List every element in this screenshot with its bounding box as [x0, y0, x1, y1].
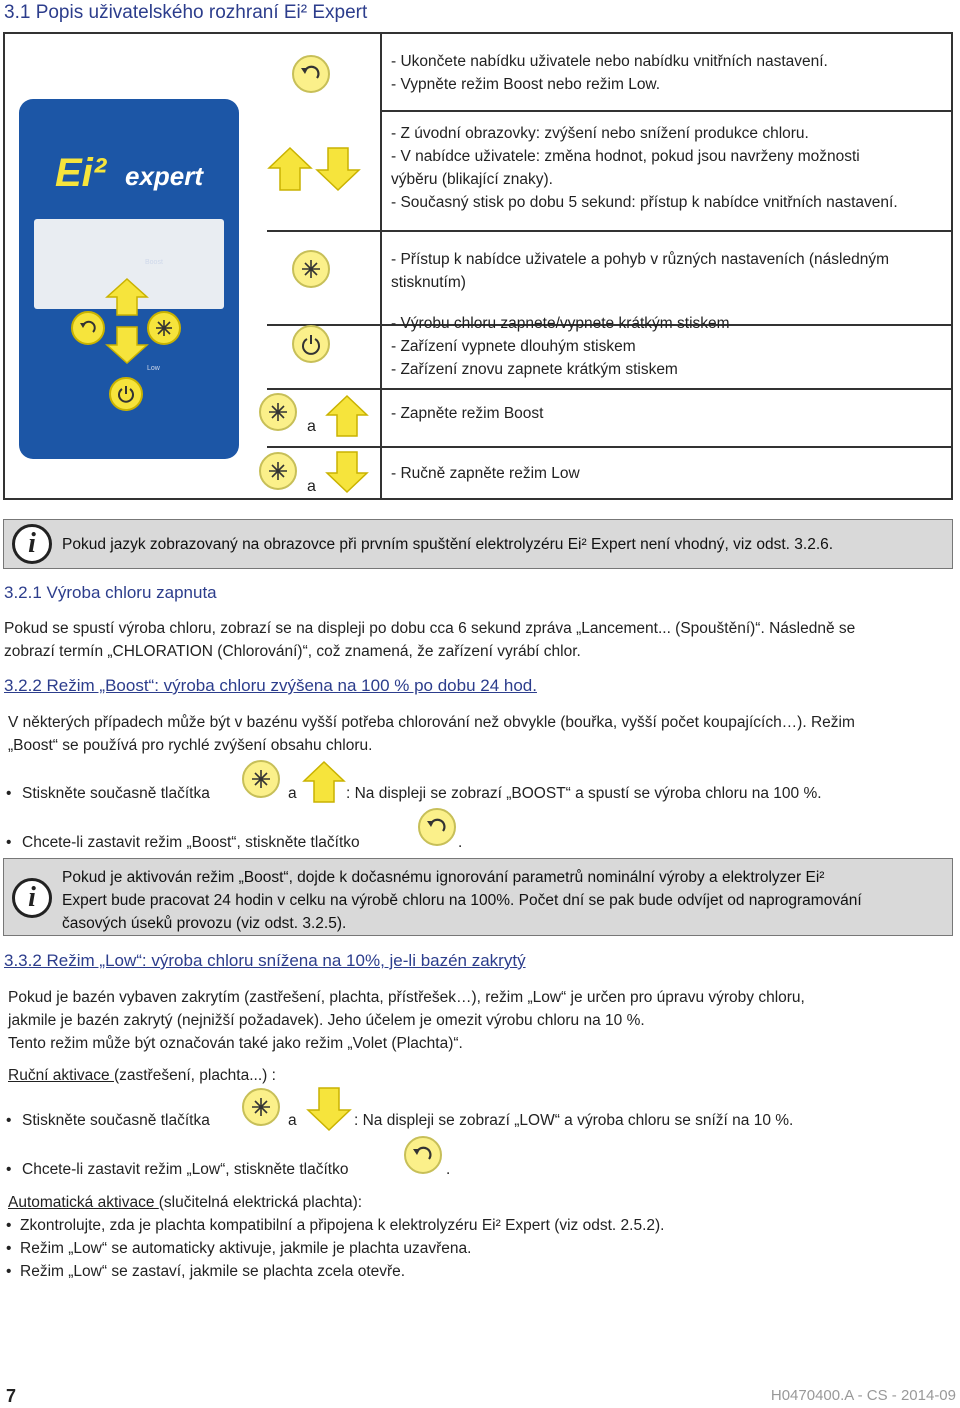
- row-divider: [380, 110, 951, 112]
- manual-activation-heading: Ruční aktivace (zastřešení, plachta...) :: [8, 1067, 276, 1084]
- row-divider: [267, 388, 951, 390]
- menu-icon: [259, 452, 297, 490]
- logo-ei: Ei²: [55, 151, 107, 195]
- panel-label-low: Low: [147, 365, 160, 372]
- panel-label-boost: Boost: [145, 259, 163, 266]
- bullet-item: •: [6, 785, 12, 802]
- row-description: - Z úvodní obrazovky: zvýšení nebo snížení produkce chloru. - V nabídce uživatele: změna hodnot, pokud jsou navrženy možnosti výběru (blikající znaky). - Současný stisk po dobu 5 sekund: přístup k nabídce vnitřních nastavení.: [391, 125, 898, 211]
- down-arrow-icon: [315, 146, 361, 192]
- row-description: - Přístup k nabídce uživatele a pohyb v různých nastaveních (následným stisknutím): [391, 251, 889, 291]
- panel-menu-button-icon: [147, 311, 181, 345]
- row-divider: [267, 230, 951, 232]
- section-heading: 3.3.2 Režim „Low“: výroba chloru snížena na 10%, je-li bazén zakrytý: [4, 951, 526, 970]
- bullet-item: •: [6, 1112, 12, 1129]
- document-code: H0470400.A - CS - 2014-09: [770, 1387, 956, 1404]
- row-description: - Ukončete nabídku uživatele nebo nabídku vnitřních nastavení. - Vypněte režim Boost nebo režim Low.: [391, 53, 828, 93]
- up-arrow-icon: [302, 760, 346, 804]
- bullet-text: Stiskněte současně tlačítka: [22, 1112, 210, 1129]
- auto-activation-list: [6, 1214, 664, 1283]
- bullet-text: .: [446, 1161, 451, 1178]
- auto-activation-heading: Automatická aktivace (slučitelná elektrická plachta):: [8, 1194, 363, 1211]
- panel-back-button-icon: [71, 311, 105, 345]
- connector-and: a: [307, 478, 316, 495]
- bullet-item: •: [6, 834, 12, 851]
- row-description: - Výrobu chloru zapnete/vypnete krátkým stiskem - Zařízení vypnete dlouhým stiskem - Zařízení znovu zapnete krátkým stiskem: [391, 315, 730, 378]
- up-arrow-icon: [325, 394, 369, 438]
- bullet-text: : Na displeji se zobrazí „LOW“ a výroba chloru se sníží na 10 %.: [354, 1112, 794, 1129]
- info-text: Pokud jazyk zobrazovaný na obrazovce při prvním spuštění elektrolyzéru Ei² Expert není vhodný, viz odst. 3.2.6.: [62, 536, 834, 553]
- info-icon: i: [12, 878, 52, 918]
- device-front-panel: [19, 99, 239, 459]
- page-number: 7: [6, 1386, 17, 1406]
- menu-icon: [242, 1088, 280, 1126]
- section-heading: 3.2.2 Režim „Boost“: výroba chloru zvýšena na 100 % po dobu 24 hod.: [4, 676, 537, 695]
- paragraph: Pokud se spustí výroba chloru, zobrazí se na displeji po dobu cca 6 sekund zpráva „Lancement... (Spouštění)“. Následně se zobrazí termín „CHLORATION (Chlorování)“, což znamená, že zařízení vyrábí chlor.: [4, 620, 856, 660]
- bullet-item: •: [6, 1161, 12, 1178]
- panel-down-arrow-icon: [105, 325, 149, 365]
- page-title: 3.1 Popis uživatelského rozhraní Ei² Expert: [4, 2, 368, 23]
- info-note: [3, 519, 953, 569]
- info-icon: i: [12, 524, 52, 564]
- row-description: - Ručně zapněte režim Low: [391, 465, 580, 482]
- logo-expert: expert: [125, 161, 204, 191]
- bullet-text: Chcete-li zastavit režim „Boost“, stiskněte tlačítko: [22, 834, 360, 851]
- section-heading: 3.2.1 Výroba chloru zapnuta: [4, 583, 217, 602]
- back-icon: [404, 1136, 442, 1174]
- connector-and: a: [288, 785, 297, 802]
- panel-up-arrow-icon: [105, 277, 149, 317]
- info-text: Pokud je aktivován režim „Boost“, dojde k dočasnému ignorování parametrů nominální výroby a elektrolyzer Ei² Expert bude pracovat 24 hodin v celku na výrobě chloru na 100%. Počet dní se pak bude odvíjet od naprogramování časových úseků provozu (viz odst. 3.2.5).: [62, 869, 862, 932]
- down-arrow-icon: [325, 450, 369, 494]
- info-note: [3, 858, 953, 936]
- list-item: • Režim „Low“ se automaticky aktivuje, jakmile je plachta uzavřena.: [6, 1240, 472, 1257]
- list-item: • Zkontrolujte, zda je plachta kompatibilní a připojena k elektrolyzéru Ei² Expert (viz odst. 2.5.2).: [6, 1217, 665, 1234]
- row-divider: [267, 446, 951, 448]
- bullet-text: : Na displeji se zobrazí „BOOST“ a spustí se výroba chloru na 100 %.: [346, 785, 822, 802]
- list-item: • Režim „Low“ se zastaví, jakmile se plachta zcela otevře.: [6, 1263, 406, 1280]
- menu-icon: [242, 760, 280, 798]
- up-arrow-icon: [267, 146, 313, 192]
- bullet-text: .: [458, 834, 463, 851]
- back-icon: [292, 55, 330, 93]
- back-icon: [418, 808, 456, 846]
- down-arrow-icon: [306, 1086, 352, 1132]
- paragraph: Pokud je bazén vybaven zakrytím (zastřešení, plachta, přístřešek…), režim „Low“ je určen pro úpravu výroby chloru, jakmile je bazén zakrytý (nejnižší požadavek). Jeho účelem je omezit výrobu chloru na 10 %. Tento režim může být označován také jako režim „Volet (Plachta)“.: [8, 989, 805, 1052]
- column-divider: [380, 34, 382, 498]
- connector-and: a: [288, 1112, 297, 1129]
- controls-table: [3, 32, 953, 500]
- row-description: - Zapněte režim Boost: [391, 405, 544, 422]
- bullet-text: Chcete-li zastavit režim „Low“, stiskněte tlačítko: [22, 1161, 349, 1178]
- menu-icon: [259, 393, 297, 431]
- paragraph: V některých případech může být v bazénu vyšší potřeba chlorování než obvykle (bouřka, vyšší počet koupajících…). Režim „Boost“ se používá pro rychlé zvýšení obsahu chloru.: [8, 714, 855, 754]
- panel-power-button-icon: [109, 377, 143, 411]
- menu-icon: [292, 250, 330, 288]
- power-icon: [292, 325, 330, 363]
- bullet-text: Stiskněte současně tlačítka: [22, 785, 210, 802]
- connector-and: a: [307, 418, 316, 435]
